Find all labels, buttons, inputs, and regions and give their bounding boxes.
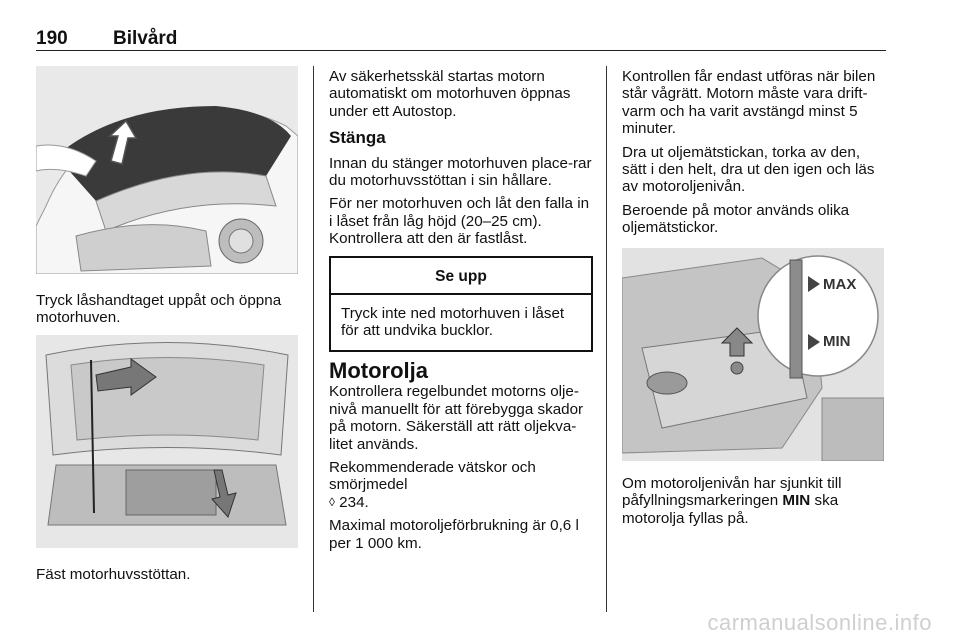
paragraph-place-support: Innan du stänger motorhuven place-rar du motorhuvsstöttan i sin hållare. [329,154,592,190]
watermark: carmanualsonline.info [707,610,932,635]
middle-column [329,68,593,558]
right-column-bottom [622,475,888,533]
min-marker-bold: MIN [782,492,811,510]
hood-support-illustration [36,335,298,548]
caption-hood-support: Fäst motorhuvsstöttan. [36,566,191,583]
paragraph-oil-consumption: Maximal motoroljeförbrukning är 0,6 l per 1 000 km. [329,517,579,552]
paragraph-dipstick-procedure: Dra ut oljemätstickan, torka av den, sätt i den helt, dra ut den igen och läs av motoroljenivån. [622,143,875,196]
heading-motorolja: Motorolja [329,357,428,383]
column-divider-right [606,66,607,612]
dipstick-min-label: MIN [823,333,851,350]
warning-text: Tryck inte ned motorhuven i låset för att undvika bucklor. [341,305,565,340]
recommended-fluids-text: Rekommenderade vätskor och smörjmedel [329,458,536,494]
section-title: Bilvård [113,28,178,49]
caption-hood-release: Tryck låshandtaget uppåt och öppna motorhuven. [36,292,282,327]
paragraph-min-level [622,475,888,527]
page-number: 190 [36,28,68,49]
column-divider-left [313,66,314,612]
warning-title: Se upp [435,267,487,285]
dipstick-max-label: MAX [823,276,857,293]
min-level-text-before: Om motoroljenivån har sjunkit till påfyllningsmarkeringen [622,475,842,510]
page-reference-icon: ◊ [329,494,335,509]
paragraph-dipstick-types: Beroende på motor används olika oljemätstickor. [622,201,850,237]
paragraph-check-oil: Kontrollera regelbundet motorns olje-nivå manuellt för att förebygga skador på motorn. Säkerställ att rätt oljekva-litet används. [329,383,584,453]
right-column [622,68,888,243]
paragraph-close-hood: För ner motorhuven och låt den falla in i låset från låg höjd (20–25 cm). Kontrollera att den är fastlåst. [329,195,590,248]
page-reference-link[interactable]: 234. [339,493,369,511]
min-level-text-after: ska motorolja fyllas på. [622,492,839,527]
paragraph-check-conditions: Kontrollen får endast utföras när bilen står vågrätt. Motorn måste vara drift-varm och ha varit avstängd minst 5 minuter. [622,68,876,138]
heading-stanga: Stänga [329,128,386,148]
warning-box [329,256,593,352]
paragraph-recommended-fluids [329,459,593,511]
hood-release-illustration [36,66,298,274]
header-rule [36,50,886,51]
paragraph-autostop: Av säkerhetsskäl startas motorn automatiskt om motorhuven öppnas under ett Autostop. [329,68,571,120]
engine-dipstick-illustration [622,248,884,461]
